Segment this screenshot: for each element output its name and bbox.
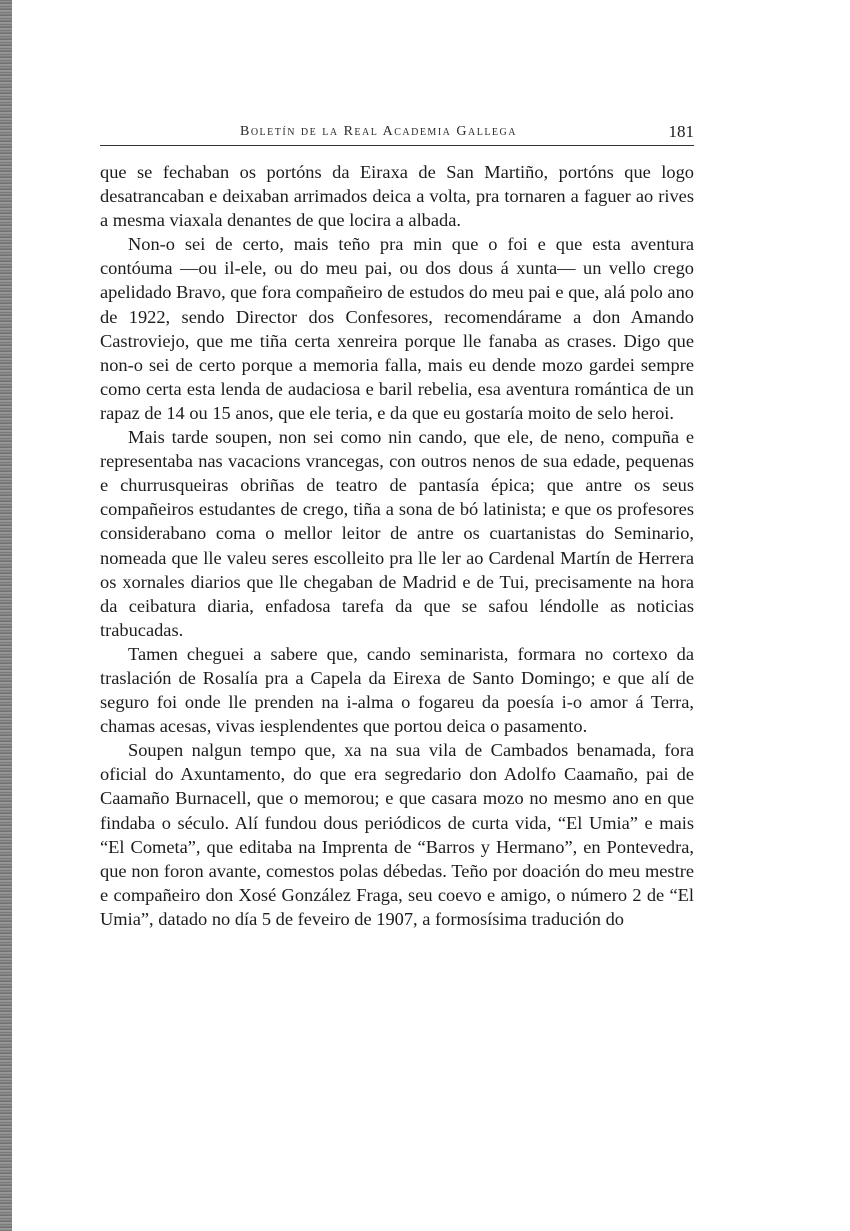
paragraph-4: Tamen cheguei a sabere que, cando seminarista, formara no cortexo da traslación de Rosalía pra a Capela da Eirexa de Santo Domingo; e que alí de seguro foi onde lle prenden na i-alma o fogareu da poesía i-o amor á Terra, chamas acesas, vivas iesplendentes que portou deica o pasamento. xyxy=(100,643,694,737)
book-spine-edge xyxy=(0,0,12,1231)
paragraph-5: Soupen nalgun tempo que, xa na sua vila de Cambados benamada, fora oficial do Axuntamento, do que era segredario don Adolfo Caamaño, pai de Caamaño Burnacell, que o memorou; e que casara mozo no mesmo ano en que findaba o século. Alí fundou dous periódicos de curta vida, “El Umia” e mais “El Cometa”, que editaba na Imprenta de “Barros y Hermano”, en Pontevedra, que non foron avante, comestos polas débedas. Teño por doación do meu mestre e compañeiro don Xosé González Fraga, seu coevo e amigo, o número 2 de “El Umia”, datado no día 5 de feveiro de 1907, a formosísima tradución do xyxy=(100,740,694,929)
header-rule xyxy=(100,145,694,146)
paragraph-3: Mais tarde soupen, non sei como nin cando, que ele, de neno, compuña e representaba nas vacacions vrancegas, con outros nenos de sua edade, pequenas e churrusqueiras obriñas de teatro de pantasía épica; que antre os seus compañeiros estudantes de crego, tiña a sona de bó latinista; e que os profesores considerabano coma o mellor leitor de antre os cuartanistas do Seminario, nomeada que lle valeu seres escolleito pra lle ler ao Cardenal Martín de Herrera os xornales diarios que lle chegaban de Madrid e de Tui, precisamente na hora da ceibatura diaria, enfadosa tarefa da que se safou léndolle as noticias trabucadas. xyxy=(100,427,694,640)
paragraph-2: Non-o sei de certo, mais teño pra min que o foi e que esta aventura contóuma —ou il-ele, ou do meu pai, ou dos dous á xunta— un vello crego apelidado Bravo, que fora compañeiro de estudos do meu pai e que, alá polo ano de 1922, sendo Director dos Confesores, recomendárame a don Amando Castroviejo, que me tiña certa xenreira porque lle fanaba as crases. Digo que non-o sei de certo porque a memoria falla, mais eu dende mozo gardei sempre como certa esta lenda de audaciosa e baril rebelia, esa aventura romántica de un rapaz de 14 ou 15 anos, que ele teria, e da que eu gostaría moito de selo heroi. xyxy=(100,234,694,423)
paragraph-1: que se fechaban os portóns da Eiraxa de San Martiño, portóns que logo desatrancaban e deixaban arrimados deica a volta, pra tornaren a faguer ao rives a mesma viaxala denantes de que locira a albada. xyxy=(100,162,694,231)
body-text xyxy=(100,160,694,931)
running-title: Boletín de la Real Academia Gallega xyxy=(240,124,517,139)
page-number: 181 xyxy=(668,122,694,141)
page-header xyxy=(100,120,694,146)
